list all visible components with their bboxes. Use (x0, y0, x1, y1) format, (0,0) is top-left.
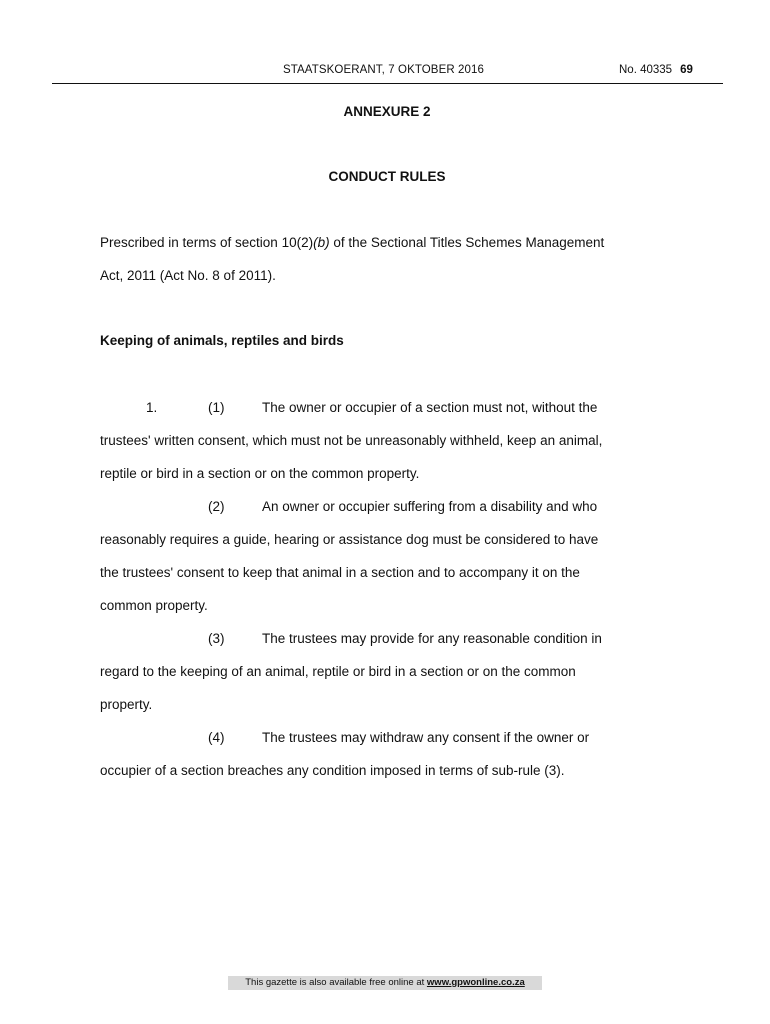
subrule-1-label: (1) (208, 400, 225, 415)
subrule-2-line: reasonably requires a guide, hearing or assistance dog must be considered to have (100, 532, 599, 547)
subrule-3-line: regard to the keeping of an animal, reptile or bird in a section or on the common (100, 664, 576, 679)
annexure-title: ANNEXURE 2 (343, 104, 431, 119)
preamble-text-start: Prescribed in terms of section 10(2) (100, 235, 314, 250)
footer-text: This gazette is also available free online at (245, 977, 427, 988)
subrule-1-line: trustees' written consent, which must not be unreasonably withheld, keep an animal, (100, 433, 603, 448)
rule-number: 1. (146, 400, 158, 415)
subrule-2-label: (2) (208, 499, 225, 514)
preamble-line-1 (100, 235, 604, 250)
preamble-italic-ref: (b) (313, 235, 330, 250)
subrule-2-first-line: An owner or occupier suffering from a disability and who (262, 499, 598, 514)
conduct-rules-title: CONDUCT RULES (328, 169, 446, 184)
page-number: 69 (680, 64, 693, 76)
footer-banner (228, 976, 542, 990)
subrule-2-line: common property. (100, 598, 208, 613)
subrule-4-line: occupier of a section breaches any condition imposed in terms of sub-rule (3). (100, 763, 565, 778)
preamble-line-2: Act, 2011 (Act No. 8 of 2011). (100, 268, 276, 283)
subrule-1-line: reptile or bird in a section or on the common property. (100, 466, 420, 481)
preamble-text-end: of the Sectional Titles Schemes Management (329, 235, 605, 250)
subrule-4-label: (4) (208, 730, 225, 745)
header-divider (52, 83, 723, 84)
subrule-2-line: the trustees' consent to keep that animal in a section and to accompany it on the (100, 565, 580, 580)
subrule-3-label: (3) (208, 631, 225, 646)
footer-link[interactable]: www.gpwonline.co.za (426, 977, 525, 988)
subrule-3-first-line: The trustees may provide for any reasonable condition in (262, 631, 602, 646)
subrule-4-first-line: The trustees may withdraw any consent if the owner or (262, 730, 590, 745)
section-heading: Keeping of animals, reptiles and birds (100, 333, 344, 348)
subrule-3-line: property. (100, 697, 153, 712)
gazette-title: STAATSKOERANT, 7 OKTOBER 2016 (283, 64, 485, 76)
subrule-1-first-line: The owner or occupier of a section must not, without the (262, 400, 598, 415)
gazette-number-and-page (619, 64, 693, 76)
gazette-number: No. 40335 (619, 64, 673, 76)
